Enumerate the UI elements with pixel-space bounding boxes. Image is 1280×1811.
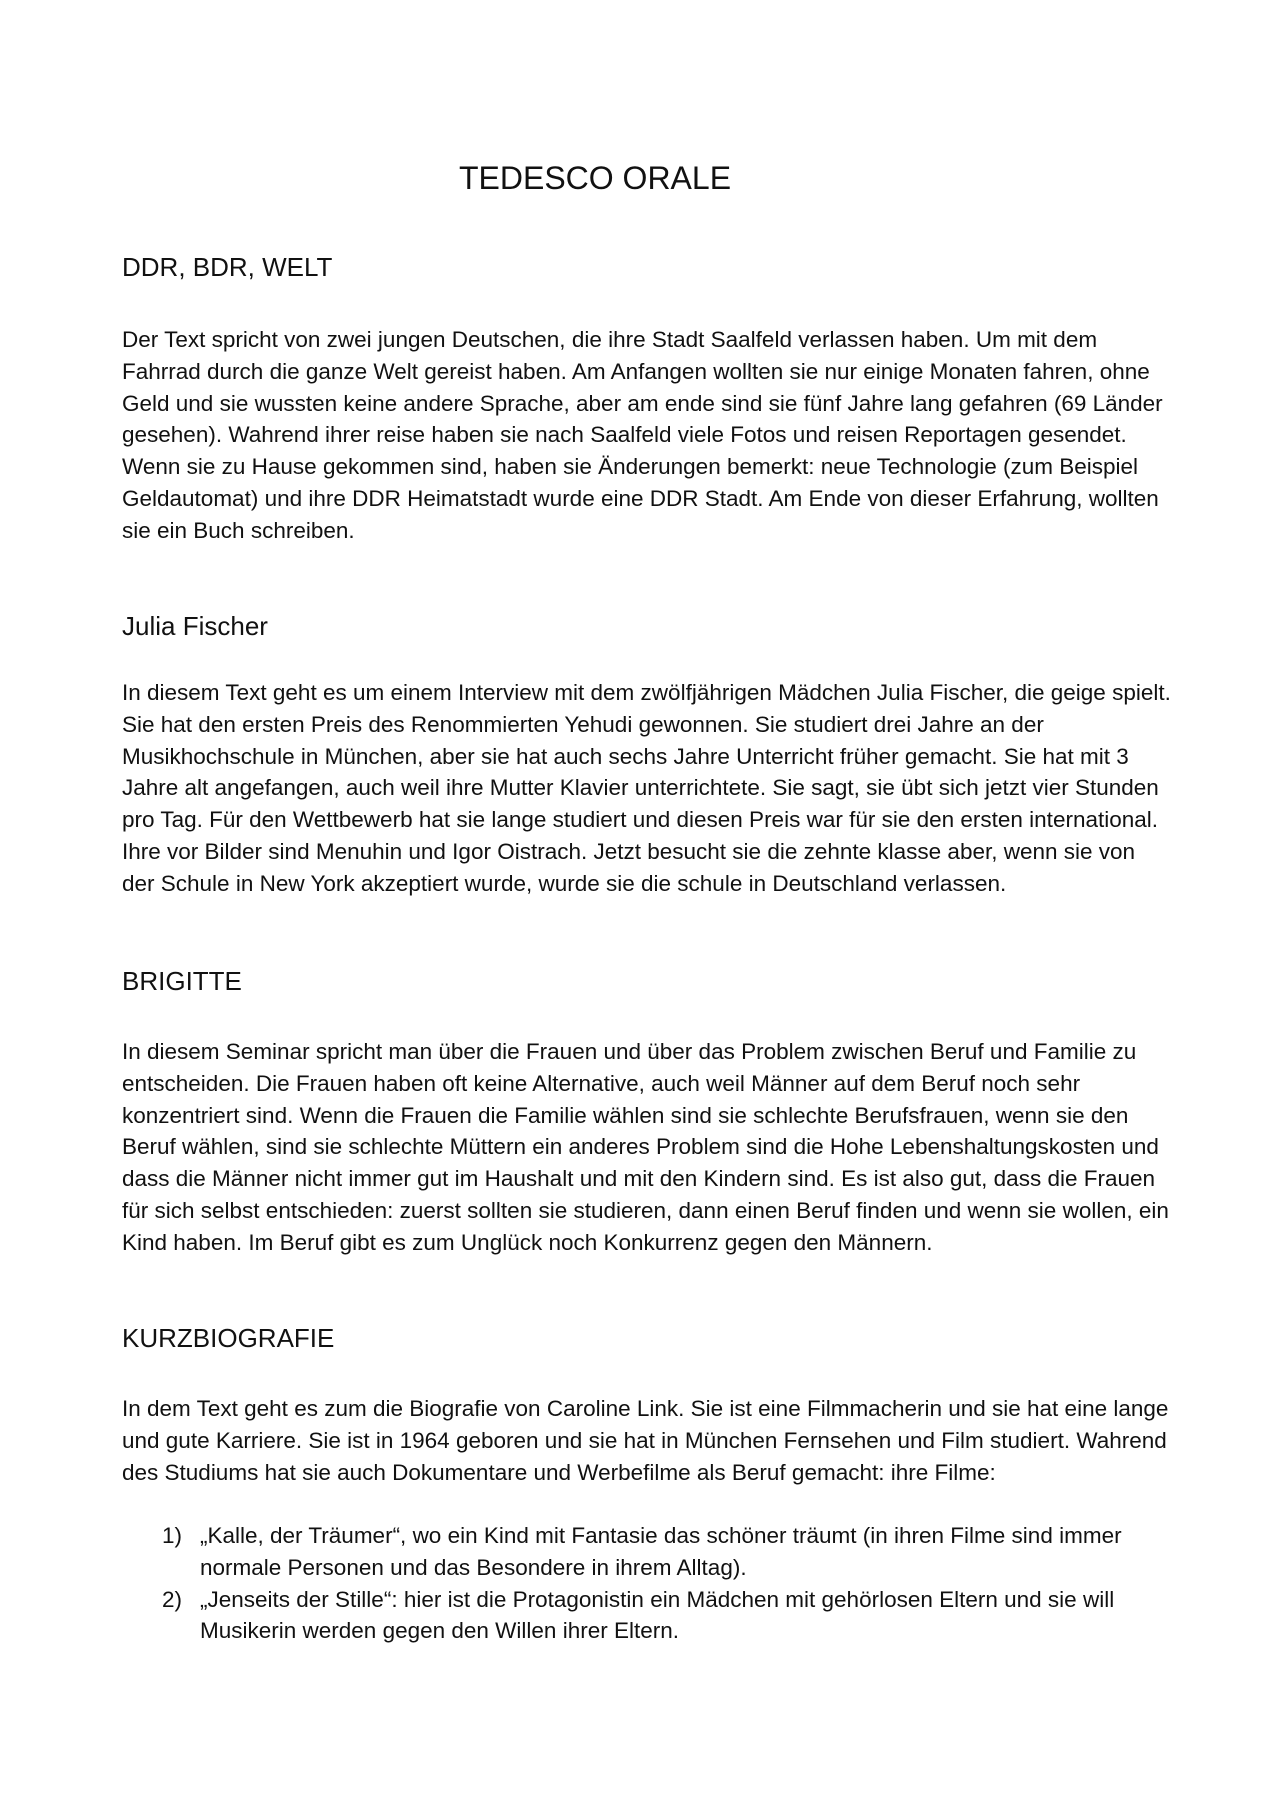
list-item [122,1584,1172,1648]
list-item-number: 1) [162,1523,183,1548]
film-list [122,1520,1172,1647]
page-title: TEDESCO ORALE [458,160,732,196]
section-text-ddr-bdr-welt: Der Text spricht von zwei jungen Deutschen, die ihre Stadt Saalfeld verlassen haben. Um mit dem Fahrrad durch die ganze Welt gereist haben. Am Anfangen wollten sie nur einige Monaten fahren, ohne Geld und sie wussten keine andere Sprache, aber am ende sind sie fünf Jahre lang gefahren (69 Länder gesehen). Wahrend ihrer reise haben sie nach Saalfeld viele Fotos und reisen Reportagen gesendet. Wenn sie zu Hause gekommen sind, haben sie Änderungen bemerkt: neue Technologie (zum Beispiel Geldautomat) und ihre DDR Heimatstadt wurde eine DDR Stadt. Am Ende von dieser Erfahrung, wollten sie ein Buch schreiben. [122,327,1163,543]
list-item-text: „Kalle, der Träumer“, wo ein Kind mit Fantasie das schöner träumt (in ihren Filme sind immer normale Personen und das Besondere in ihrem Alltag). [200,1523,1122,1580]
section-text-kurzbiografie: In dem Text geht es zum die Biografie von Caroline Link. Sie ist eine Filmmacherin und sie hat eine lange und gute Karriere. Sie ist in 1964 geboren und sie hat in München Fernsehen und Film studiert. Wahrend des Studiums hat sie auch Dokumentare und Werbefilme als Beruf gemacht: ihre Filme: [122,1396,1169,1485]
section-heading-kurzbiografie: KURZBIOGRAFIE [122,1323,335,1353]
section-heading-ddr-bdr-welt: DDR, BDR, WELT [122,252,333,282]
section-heading-julia-fischer: Julia Fischer [122,611,268,641]
list-item [122,1520,1172,1584]
section-heading-brigitte: BRIGITTE [122,966,242,996]
list-item-text: „Jenseits der Stille“: hier ist die Protagonistin ein Mädchen mit gehörlosen Eltern und sie will Musikerin werden gegen den Willen ihrer Eltern. [200,1586,1115,1644]
list-item-number: 2) [162,1586,183,1612]
section-text-julia-fischer: In diesem Text geht es um einem Interview mit dem zwölfjährigen Mädchen Julia Fischer, die geige spielt. Sie hat den ersten Preis des Renommierten Yehudi gewonnen. Sie studiert drei Jahre an der Musikhochschule in München, aber sie hat auch sechs Jahre Unterricht früher gemacht. Sie hat mit 3 Jahre alt angefangen, auch weil ihre Mutter Klavier unterrichtete. Sie sagt, sie übt sich jetzt vier Stunden pro Tag. Für den Wettbewerb hat sie lange studiert und diesen Preis war für sie den ersten international. Ihre vor Bilder sind Menuhin und Igor Oistrach. Jetzt besucht sie die zehnte klasse aber, wenn sie von der Schule in New York akzeptiert wurde, wurde sie die schule in Deutschland verlassen. [122,680,1171,896]
section-text-brigitte: In diesem Seminar spricht man über die Frauen und über das Problem zwischen Beruf und Familie zu entscheiden. Die Frauen haben oft keine Alternative, auch weil Männer auf dem Beruf noch sehr konzentriert sind. Wenn die Frauen die Familie wählen sind sie schlechte Berufsfrauen, wenn sie den Beruf wählen, sind sie schlechte Müttern ein anderes Problem sind die Hohe Lebenshaltungskosten und dass die Männer nicht immer gut im Haushalt und mit den Kindern sind. Es ist also gut, dass die Frauen für sich selbst entschieden: zuerst sollten sie studieren, dann einen Beruf finden und wenn sie wollen, ein Kind haben. Im Beruf gibt es zum Unglück noch Konkurrenz gegen den Männern. [122,1039,1169,1255]
